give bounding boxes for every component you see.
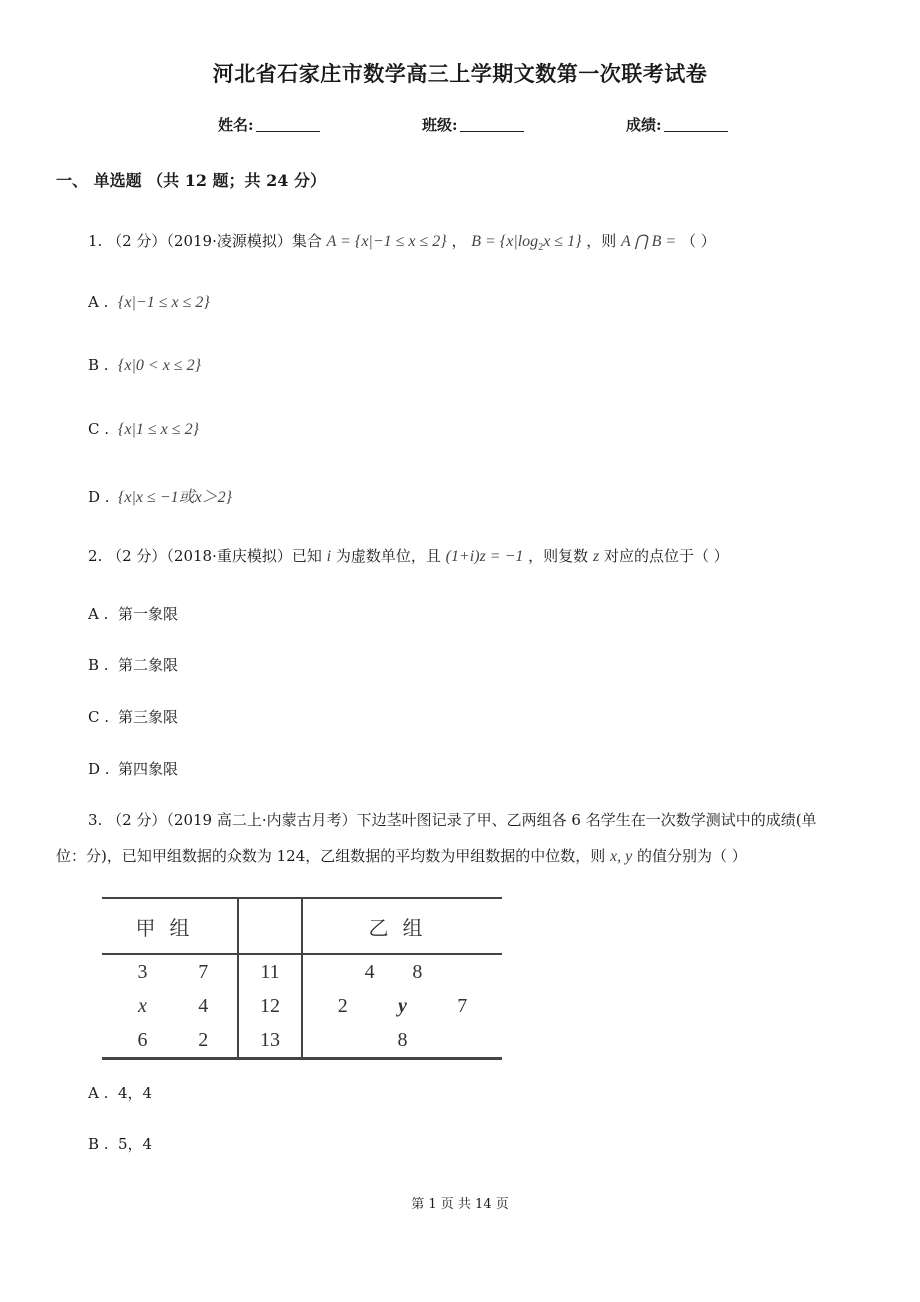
q2-i-symbol: i: [326, 548, 332, 565]
leaf: 3: [137, 960, 148, 983]
leaf: 4: [198, 994, 209, 1017]
q2-z-symbol: z: [592, 548, 600, 565]
name-field: [218, 114, 320, 135]
q1-then: ，则: [586, 232, 617, 250]
left-leaves: [102, 989, 238, 1023]
option-letter: B .: [88, 1135, 109, 1153]
q1-ask: A ⋂ B =: [621, 233, 677, 250]
question-1: [88, 231, 716, 258]
leaf: x: [138, 994, 147, 1017]
score-blank[interactable]: [664, 117, 728, 132]
score-label: 成绩:: [626, 116, 662, 134]
table-row: [102, 954, 502, 989]
right-leaves: [302, 989, 502, 1023]
leaf: 2: [198, 1028, 209, 1051]
right-leaves: [302, 1023, 502, 1059]
q1-set-b-sub: 2: [538, 242, 544, 253]
q3-xy: x, y: [610, 848, 633, 865]
right-leaves: [302, 954, 502, 989]
option-text: 第三象限: [118, 708, 179, 726]
group-yi-header: 乙组: [302, 898, 502, 954]
option-letter: C .: [88, 708, 110, 726]
class-label: 班级:: [422, 116, 458, 134]
option-text: 5，4: [118, 1135, 153, 1153]
leaf: 8: [397, 1028, 408, 1051]
stem-leaf-table: [102, 897, 502, 1060]
leaf: 2: [337, 994, 348, 1017]
table-header-row: [102, 898, 502, 954]
option-letter: A .: [88, 605, 109, 623]
leaf: 7: [198, 960, 209, 983]
q3-line1: （2 分）（2019 高二上·内蒙古月考）下边茎叶图记录了甲、乙两组各 6 名学生在一次数学测试中的成绩(单: [107, 811, 817, 829]
q3-option-b[interactable]: [88, 1133, 152, 1154]
group-jia-header: 甲组: [102, 898, 238, 954]
question-2: [88, 546, 729, 567]
leaf: 8: [412, 960, 423, 983]
q1-option-a[interactable]: [88, 293, 210, 312]
q2-number: 2.: [88, 547, 103, 565]
q1-option-d[interactable]: [88, 484, 232, 507]
name-blank[interactable]: [256, 117, 320, 132]
stem-value: 13: [238, 1023, 302, 1059]
left-leaves: [102, 1023, 238, 1059]
leaf: 4: [364, 960, 375, 983]
score-field: [626, 114, 728, 135]
q2-equation: (1+i)z = −1: [445, 548, 524, 565]
option-letter: B .: [88, 656, 109, 674]
q3-line2-pre: 位：分)，已知甲组数据的众数为 124，乙组数据的平均数为甲组数据的中位数，则: [56, 847, 606, 865]
q1-option-c[interactable]: [88, 420, 199, 439]
stem-header: [238, 898, 302, 954]
option-text: {x|x ≤ −1或x＞2}: [118, 489, 233, 506]
q2-option-c[interactable]: [88, 706, 178, 727]
option-text: 第一象限: [118, 605, 179, 623]
q2-option-b[interactable]: [88, 654, 178, 675]
q3-option-a[interactable]: [88, 1082, 152, 1103]
table-row: [102, 1023, 502, 1059]
stem-value: 12: [238, 989, 302, 1023]
q2-option-a[interactable]: [88, 603, 178, 624]
q1-set-b: [471, 233, 582, 253]
q1-option-b[interactable]: [88, 356, 201, 375]
option-letter: B .: [88, 356, 109, 374]
q1-set-b-prefix: B = {x|log: [471, 233, 539, 250]
option-text: 4，4: [118, 1084, 153, 1102]
q1-set-a: A = {x|−1 ≤ x ≤ 2}: [326, 233, 447, 250]
q2-mid: 为虚数单位，且: [335, 547, 441, 565]
name-label: 姓名:: [218, 116, 254, 134]
leaf: 6: [137, 1028, 148, 1051]
option-text: {x|−1 ≤ x ≤ 2}: [118, 294, 210, 311]
q3-number: 3.: [88, 811, 103, 829]
option-letter: C .: [88, 420, 110, 438]
stem-value: 11: [238, 954, 302, 989]
option-text: {x|0 < x ≤ 2}: [118, 357, 201, 374]
q2-end: 对应的点位于（ ）: [603, 547, 729, 565]
q1-meta: （2 分）（2019·凌源模拟）集合: [107, 232, 322, 250]
option-text: 第四象限: [118, 760, 179, 778]
exam-title: 河北省石家庄市数学高三上学期文数第一次联考试卷: [212, 61, 708, 86]
q1-set-b-suffix: x ≤ 1}: [543, 233, 582, 250]
table-row: [102, 989, 502, 1023]
option-letter: D .: [88, 760, 110, 778]
page-footer: 第 1 页 共 14 页: [411, 1197, 509, 1212]
q1-paren: （ ）: [681, 232, 716, 250]
option-letter: D .: [88, 488, 110, 506]
option-text: {x|1 ≤ x ≤ 2}: [118, 421, 199, 438]
option-letter: A .: [88, 1084, 109, 1102]
q3-line2-post: 的值分别为（ ）: [637, 847, 747, 865]
q1-number: 1.: [88, 232, 103, 250]
class-field: [422, 114, 524, 135]
question-3-line2: [56, 846, 747, 867]
q2-meta: （2 分）（2018·重庆模拟）已知: [107, 547, 322, 565]
q2-option-d[interactable]: [88, 758, 178, 779]
question-3-line1: [88, 810, 817, 830]
leaf: y: [398, 994, 407, 1017]
leaf: 7: [457, 994, 468, 1017]
class-blank[interactable]: [460, 117, 524, 132]
left-leaves: [102, 954, 238, 989]
section-heading: 一、 单选题 （共 12 题；共 24 分）: [56, 171, 326, 190]
option-text: 第二象限: [118, 656, 179, 674]
option-letter: A .: [88, 293, 109, 311]
q1-comma: ，: [451, 232, 467, 250]
q2-mid2: ，则复数: [528, 547, 589, 565]
